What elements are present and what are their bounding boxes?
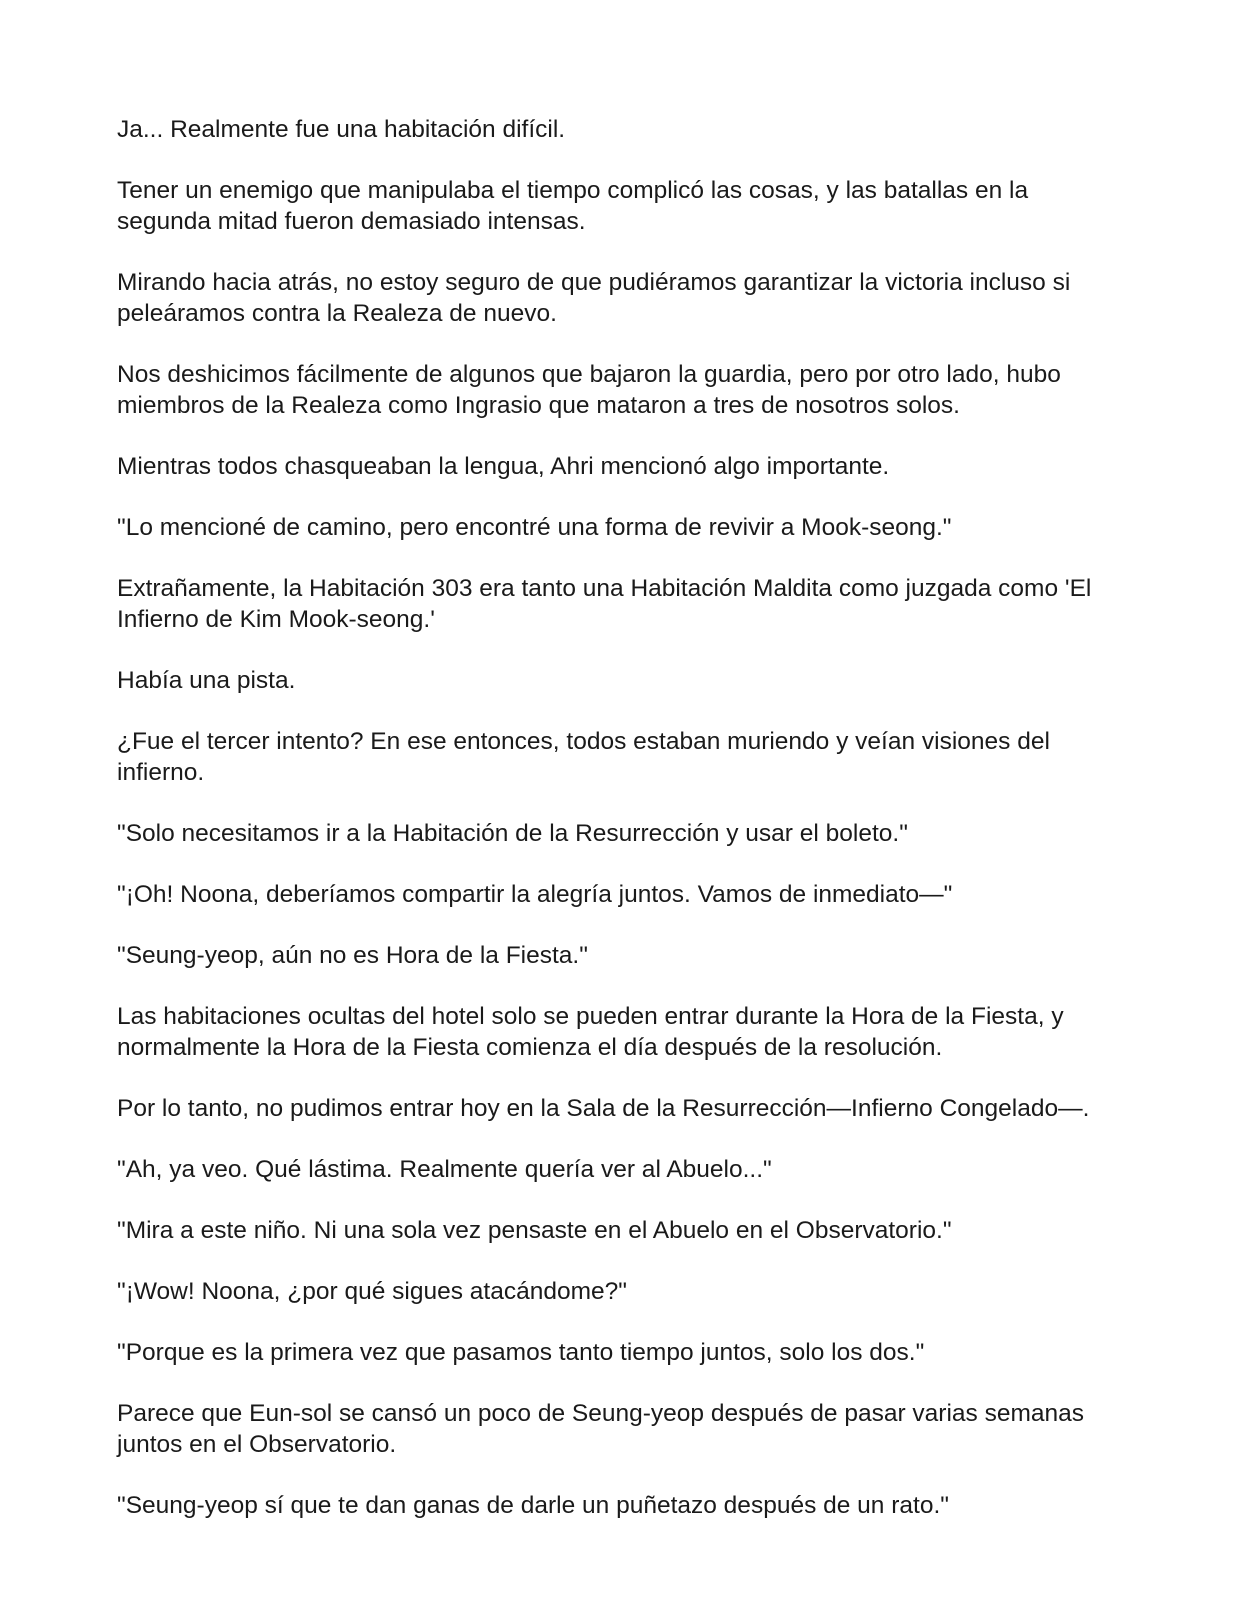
paragraph-7: Extrañamente, la Habitación 303 era tanto una Habitación Maldita como juzgada como 'El Infierno de Kim Mook-seong.' <box>117 575 1092 633</box>
paragraph-4: Nos deshicimos fácilmente de algunos que bajaron la guardia, pero por otro lado, hubo miembros de la Realeza como Ingrasio que mataron a tres de nosotros solos. <box>117 361 1061 419</box>
paragraph-6: "Lo mencioné de camino, pero encontré una forma de revivir a Mook-seong." <box>117 514 952 541</box>
document-page <box>117 114 1127 1551</box>
paragraph-5: Mientras todos chasqueaban la lengua, Ahri mencionó algo importante. <box>117 453 890 480</box>
paragraph-12: "Seung-yeop, aún no es Hora de la Fiesta." <box>117 942 588 969</box>
paragraph-11: "¡Oh! Noona, deberíamos compartir la alegría juntos. Vamos de inmediato—" <box>117 881 953 908</box>
paragraph-2: Tener un enemigo que manipulaba el tiempo complicó las cosas, y las batallas en la segunda mitad fueron demasiado intensas. <box>117 177 1029 235</box>
paragraph-13: Las habitaciones ocultas del hotel solo se pueden entrar durante la Hora de la Fiesta, y normalmente la Hora de la Fiesta comienza el día después de la resolución. <box>117 1003 1064 1061</box>
paragraph-15: "Ah, ya veo. Qué lástima. Realmente quería ver al Abuelo..." <box>117 1156 772 1183</box>
paragraph-19: Parece que Eun-sol se cansó un poco de Seung-yeop después de pasar varias semanas juntos en el Observatorio. <box>117 1400 1085 1458</box>
paragraph-14: Por lo tanto, no pudimos entrar hoy en la Sala de la Resurrección—Infierno Congelado—. <box>117 1095 1090 1122</box>
paragraph-17: "¡Wow! Noona, ¿por qué sigues atacándome?" <box>117 1278 627 1305</box>
paragraph-3: Mirando hacia atrás, no estoy seguro de que pudiéramos garantizar la victoria incluso si peleáramos contra la Realeza de nuevo. <box>117 269 1071 327</box>
paragraph-8: Había una pista. <box>117 667 296 694</box>
paragraph-18: "Porque es la primera vez que pasamos tanto tiempo juntos, solo los dos." <box>117 1339 925 1366</box>
paragraph-9: ¿Fue el tercer intento? En ese entonces, todos estaban muriendo y veían visiones del infierno. <box>117 728 1050 786</box>
paragraph-10: "Solo necesitamos ir a la Habitación de la Resurrección y usar el boleto." <box>117 820 908 847</box>
paragraph-1: Ja... Realmente fue una habitación difícil. <box>117 116 566 143</box>
paragraph-20: "Seung-yeop sí que te dan ganas de darle un puñetazo después de un rato." <box>117 1492 949 1519</box>
paragraph-16: "Mira a este niño. Ni una sola vez pensaste en el Abuelo en el Observatorio." <box>117 1217 952 1244</box>
